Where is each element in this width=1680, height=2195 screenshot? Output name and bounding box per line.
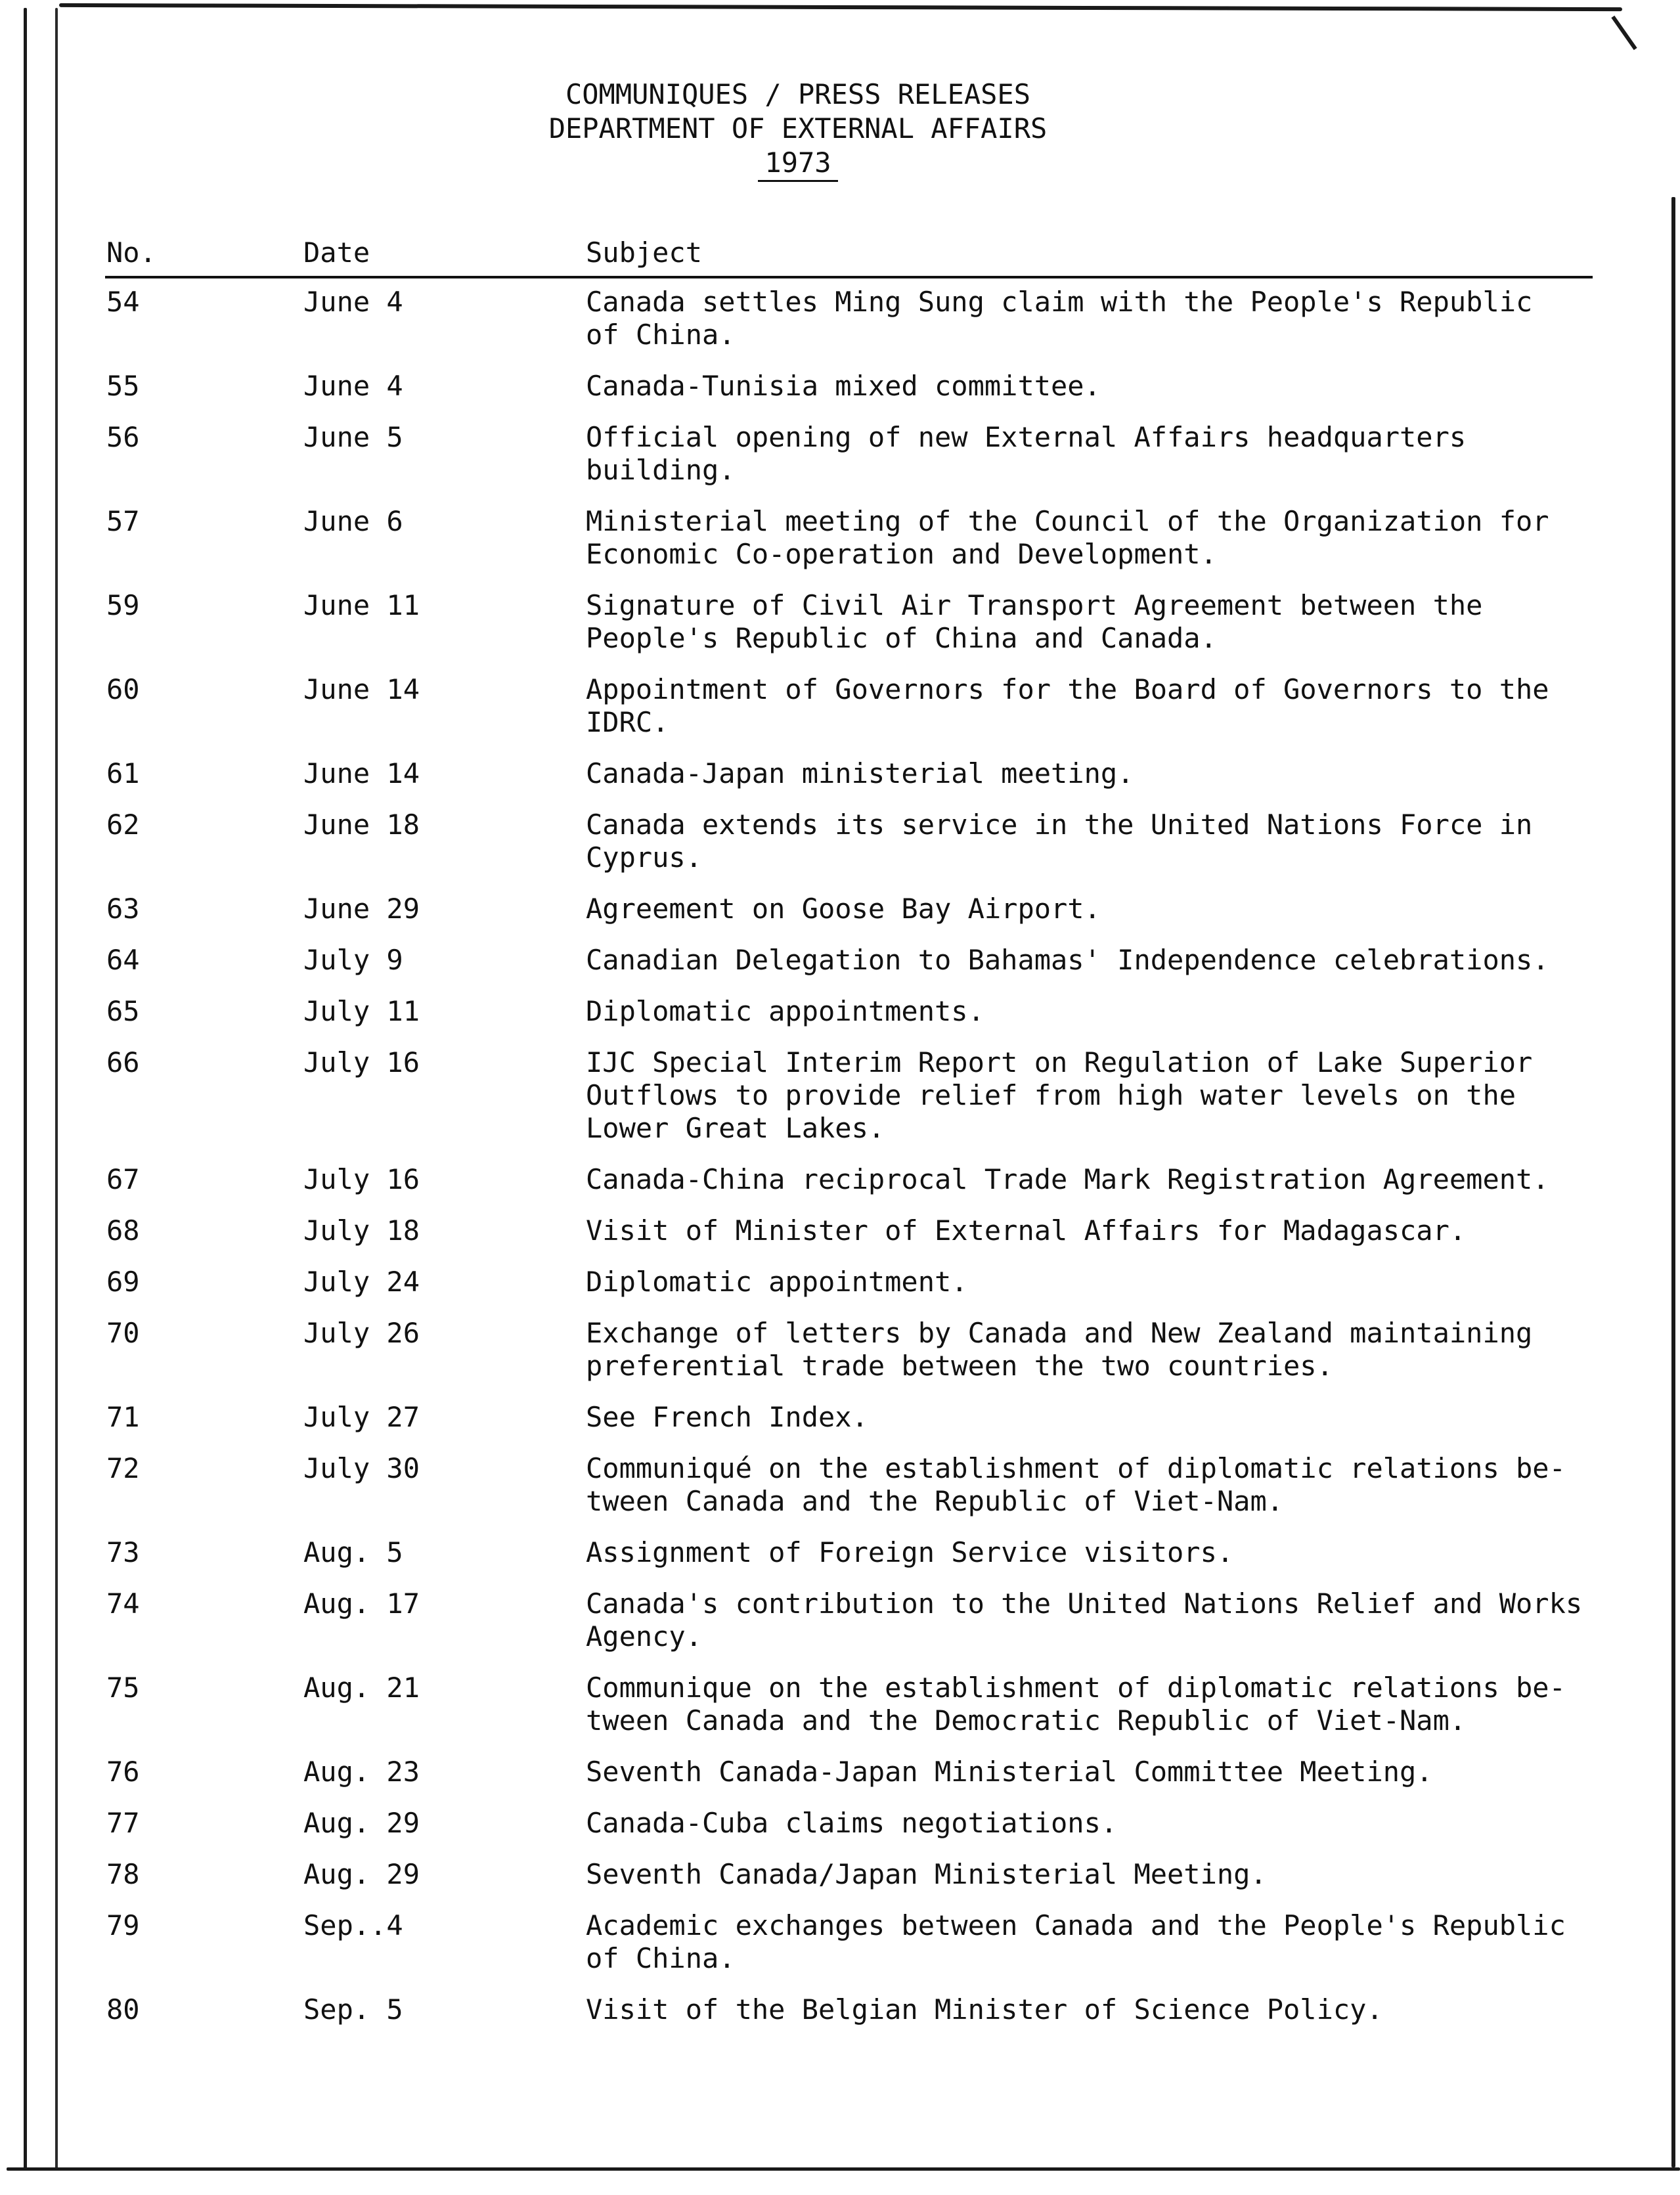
release-number: 66 (106, 1046, 140, 1078)
release-number: 65 (106, 995, 140, 1027)
release-subject: Canadian Delegation to Bahamas' Independence celebrations. (586, 944, 1549, 976)
release-subject: Assignment of Foreign Service visitors. (586, 1536, 1234, 1568)
release-subject: See French Index. (586, 1401, 868, 1433)
release-date: June 11 (303, 589, 420, 621)
release-subject: Visit of Minister of External Affairs for Madagascar. (586, 1214, 1467, 1247)
release-subject: Visit of the Belgian Minister of Science Policy. (586, 1993, 1383, 2026)
release-number: 74 (106, 1587, 140, 1620)
release-number: 55 (106, 370, 140, 402)
column-header-subject: Subject (586, 236, 703, 269)
release-number: 59 (106, 589, 140, 621)
page-border-left-inner (55, 8, 58, 2169)
release-date: Aug. 21 (303, 1672, 420, 1704)
release-number: 72 (106, 1452, 140, 1484)
release-subject: Signature of Civil Air Transport Agreement between the People's Republic of China and Canada. (586, 589, 1483, 654)
release-subject: Seventh Canada/Japan Ministerial Meeting. (586, 1858, 1267, 1890)
release-date: Aug. 29 (303, 1807, 420, 1839)
column-header-no: No. (106, 236, 156, 269)
release-number: 54 (106, 286, 140, 318)
header-title: COMMUNIQUES / PRESS RELEASES (565, 78, 1030, 110)
release-subject: Diplomatic appointments. (586, 995, 984, 1027)
document-header (0, 78, 1596, 182)
release-number: 63 (106, 893, 140, 925)
release-subject: Appointment of Governors for the Board of Governors to the IDRC. (586, 673, 1549, 738)
release-date: June 14 (303, 757, 420, 789)
release-date: July 11 (303, 995, 420, 1027)
release-number: 68 (106, 1214, 140, 1247)
release-number: 77 (106, 1807, 140, 1839)
release-subject: Diplomatic appointment. (586, 1266, 968, 1298)
page-border-top (59, 3, 1622, 11)
release-date: Aug. 5 (303, 1536, 403, 1568)
release-subject: Canada-Cuba claims negotiations. (586, 1807, 1118, 1839)
release-number: 57 (106, 505, 140, 537)
release-subject: Communique on the establishment of diplomatic relations be- tween Canada and the Democratic Republic of Viet-Nam. (586, 1672, 1566, 1737)
release-number: 62 (106, 809, 140, 841)
release-number: 79 (106, 1909, 140, 1941)
release-date: June 14 (303, 673, 420, 705)
release-subject: Canada-Japan ministerial meeting. (586, 757, 1134, 789)
release-subject: Canada settles Ming Sung claim with the People's Republic of China. (586, 286, 1533, 351)
release-subject: Ministerial meeting of the Council of the Organization for Economic Co-operation and Development. (586, 505, 1549, 570)
release-date: July 16 (303, 1046, 420, 1078)
release-number: 67 (106, 1163, 140, 1195)
header-rule (105, 276, 1593, 278)
release-subject: IJC Special Interim Report on Regulation of Lake Superior Outflows to provide relief from high water levels on the Lower Great Lakes. (586, 1046, 1533, 1144)
release-date: June 5 (303, 421, 403, 453)
release-date: Sep..4 (303, 1909, 403, 1941)
release-date: July 16 (303, 1163, 420, 1195)
release-subject: Communiqué on the establishment of diplomatic relations be- tween Canada and the Republic of Viet-Nam. (586, 1452, 1566, 1517)
release-number: 64 (106, 944, 140, 976)
release-subject: Exchange of letters by Canada and New Zealand maintaining preferential trade between the two countries. (586, 1317, 1533, 1382)
release-number: 61 (106, 757, 140, 789)
release-date: July 27 (303, 1401, 420, 1433)
release-date: Aug. 17 (303, 1587, 420, 1620)
column-header-date: Date (303, 236, 370, 269)
release-number: 80 (106, 1993, 140, 2026)
header-department: DEPARTMENT OF EXTERNAL AFFAIRS (548, 112, 1048, 144)
release-number: 69 (106, 1266, 140, 1298)
release-date: July 30 (303, 1452, 420, 1484)
release-number: 75 (106, 1672, 140, 1704)
page-border-bottom (7, 2167, 1680, 2171)
page-corner-mark (1611, 16, 1637, 51)
release-number: 78 (106, 1858, 140, 1890)
page-border-left (24, 8, 27, 2169)
release-date: July 18 (303, 1214, 420, 1247)
release-subject: Official opening of new External Affairs headquarters building. (586, 421, 1467, 486)
release-number: 71 (106, 1401, 140, 1433)
release-number: 76 (106, 1756, 140, 1788)
release-subject: Canada-Tunisia mixed committee. (586, 370, 1101, 402)
release-subject: Canada extends its service in the United Nations Force in Cyprus. (586, 809, 1533, 874)
release-date: Sep. 5 (303, 1993, 403, 2026)
release-subject: Canada's contribution to the United Nations Relief and Works Agency. (586, 1587, 1583, 1652)
release-date: June 6 (303, 505, 403, 537)
release-number: 70 (106, 1317, 140, 1349)
release-number: 73 (106, 1536, 140, 1568)
release-number: 56 (106, 421, 140, 453)
release-subject: Canada-China reciprocal Trade Mark Registration Agreement. (586, 1163, 1549, 1195)
release-date: June 29 (303, 893, 420, 925)
release-date: Aug. 23 (303, 1756, 420, 1788)
release-date: July 24 (303, 1266, 420, 1298)
release-date: Aug. 29 (303, 1858, 420, 1890)
release-date: July 26 (303, 1317, 420, 1349)
release-subject: Seventh Canada-Japan Ministerial Committee Meeting. (586, 1756, 1433, 1788)
release-number: 60 (106, 673, 140, 705)
release-date: June 18 (303, 809, 420, 841)
release-date: June 4 (303, 286, 403, 318)
release-date: July 9 (303, 944, 403, 976)
header-year: 1973 (758, 146, 837, 182)
page-border-right (1671, 197, 1675, 2167)
release-subject: Academic exchanges between Canada and the People's Republic of China. (586, 1909, 1566, 1974)
release-date: June 4 (303, 370, 403, 402)
release-subject: Agreement on Goose Bay Airport. (586, 893, 1101, 925)
